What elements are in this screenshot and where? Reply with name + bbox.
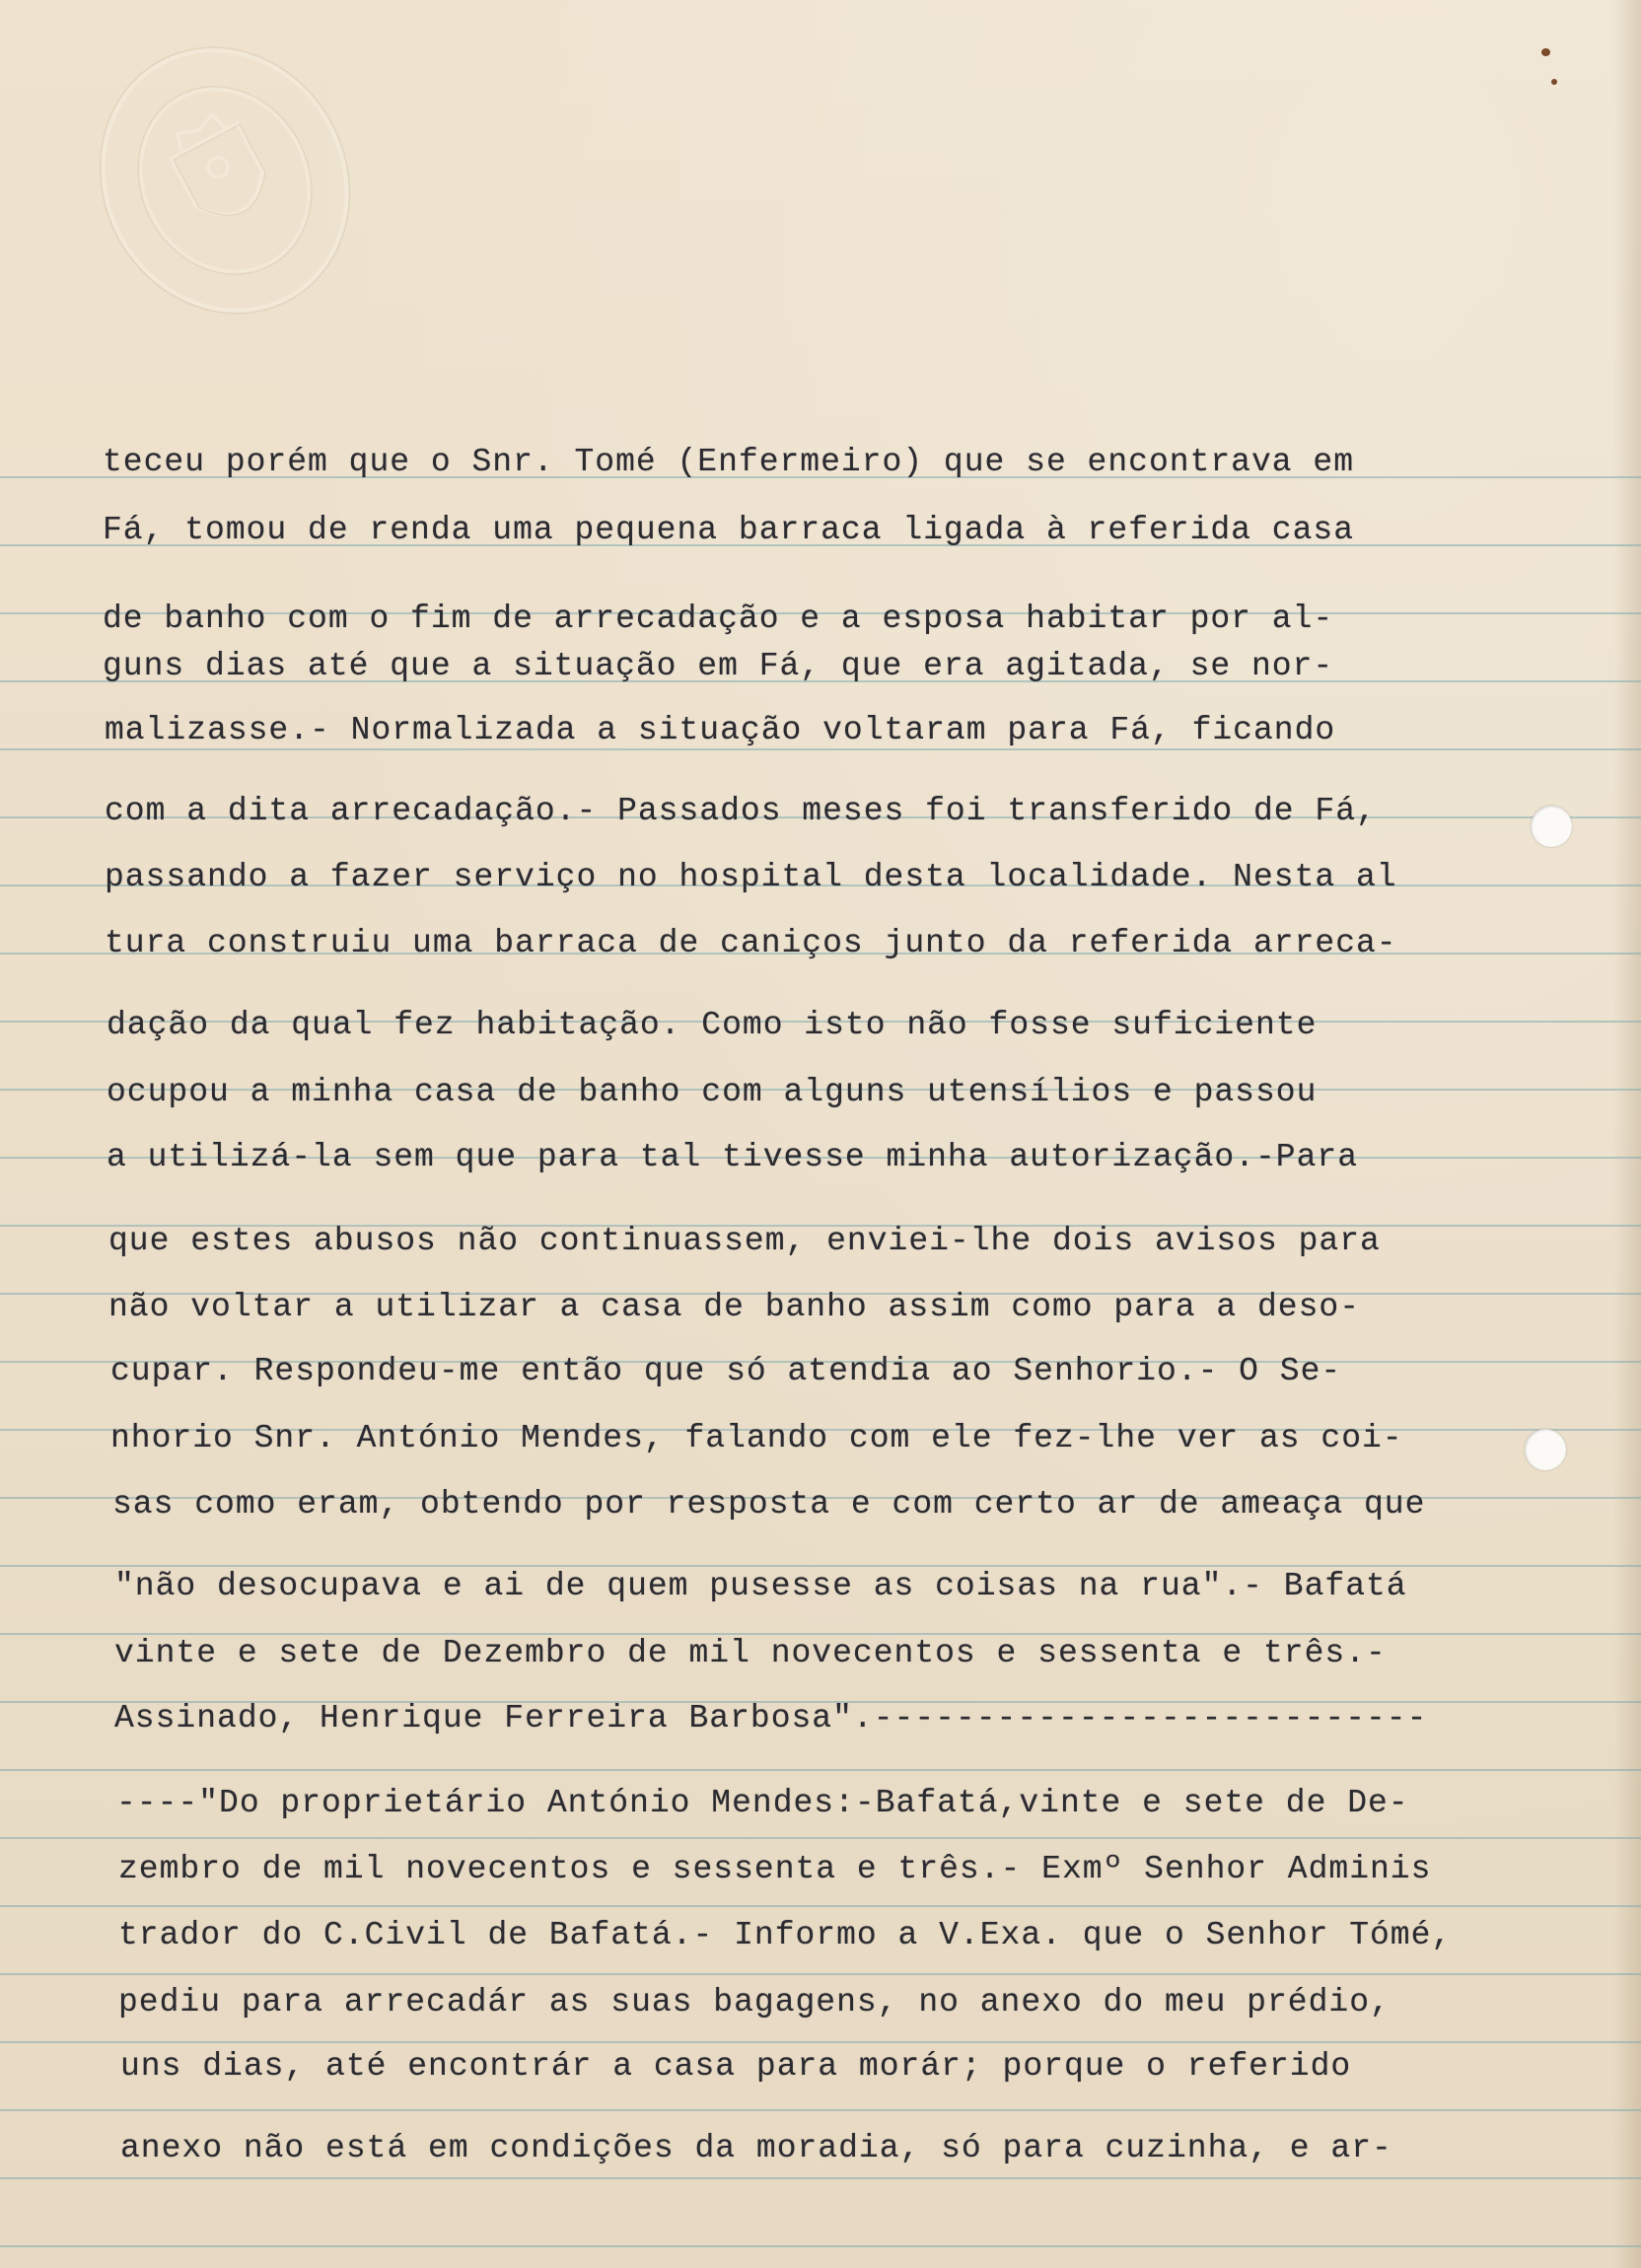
text-line: não voltar a utilizar a casa de banho assim como para a deso-	[108, 1289, 1360, 1325]
text-line: com a dita arrecadação.- Passados meses foi transferido de Fá,	[105, 793, 1377, 829]
text-line: dação da qual fez habitação. Como isto não fosse suficiente	[107, 1007, 1318, 1043]
text-line: malizasse.- Normalizada a situação voltaram para Fá, ficando	[105, 712, 1336, 748]
text-line: cupar. Respondeu-me então que só atendia ao Senhorio.- O Se-	[110, 1353, 1342, 1389]
text-line: sas como eram, obtendo por resposta e com certo ar de ameaça que	[112, 1486, 1426, 1523]
text-line: a utilizá-la sem que para tal tivesse minha autorização.-Para	[107, 1139, 1358, 1175]
text-line: Assinado, Henrique Ferreira Barbosa".---------------------------	[114, 1700, 1428, 1736]
text-line: teceu porém que o Snr. Tomé (Enfermeiro) que se encontrava em	[103, 444, 1354, 480]
text-line: Fá, tomou de renda uma pequena barraca ligada à referida casa	[103, 512, 1354, 548]
text-line: ocupou a minha casa de banho com alguns utensílios e passou	[107, 1074, 1318, 1110]
text-line: ----"Do proprietário António Mendes:-Bafatá,vinte e sete de De-	[116, 1785, 1409, 1821]
text-line: de banho com o fim de arrecadação e a esposa habitar por al-	[103, 601, 1334, 637]
text-line: "não desocupava e ai de quem pusesse as coisas na rua".- Bafatá	[114, 1568, 1407, 1604]
text-line: guns dias até que a situação em Fá, que era agitada, se nor-	[103, 648, 1334, 684]
text-line: que estes abusos não continuassem, enviei-lhe dois avisos para	[108, 1223, 1381, 1259]
text-line: pediu para arrecadár as suas bagagens, no anexo do meu prédio,	[118, 1984, 1391, 2020]
text-line: vinte e sete de Dezembro de mil novecentos e sessenta e três.-	[114, 1635, 1387, 1671]
text-line: uns dias, até encontrár a casa para morár; porque o referido	[120, 2048, 1352, 2085]
text-line: trador do C.Civil de Bafatá.- Informo a V.Exa. que o Senhor Tómé,	[118, 1917, 1453, 1953]
text-line: zembro de mil novecentos e sessenta e três.- Exmº Senhor Adminis	[118, 1851, 1432, 1887]
text-line: passando a fazer serviço no hospital desta localidade. Nesta al	[105, 859, 1397, 895]
text-line: anexo não está em condições da moradia, só para cuzinha, e ar-	[120, 2130, 1392, 2166]
text-line: tura construiu uma barraca de caniços junto da referida arreca-	[105, 925, 1397, 961]
text-line: nhorio Snr. António Mendes, falando com ele fez-lhe ver as coi-	[110, 1420, 1403, 1456]
